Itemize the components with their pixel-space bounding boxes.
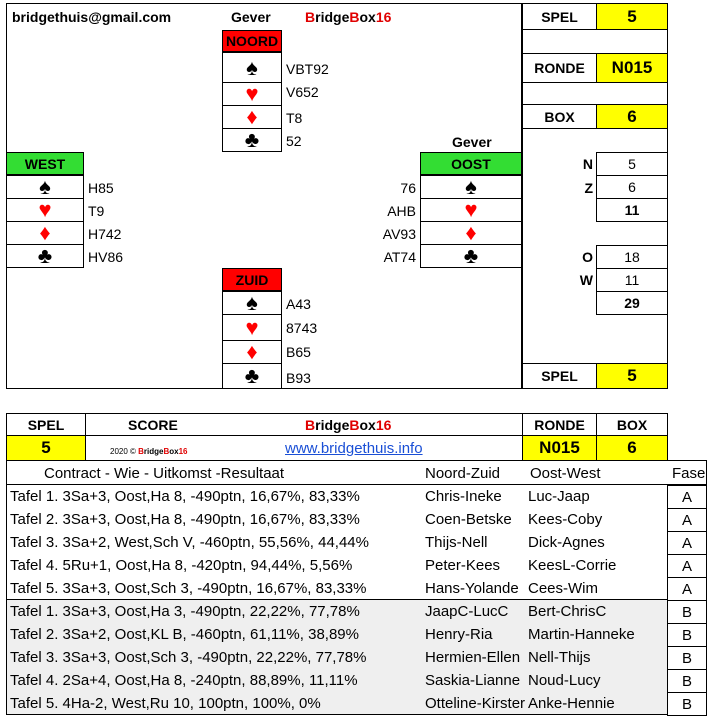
row-nz-pair: Coen-Betske: [425, 511, 512, 528]
south-diamonds: B65: [286, 344, 311, 360]
row-ow-pair: Bert-ChrisC: [528, 603, 607, 620]
z-value: 6: [596, 175, 668, 199]
diamond-icon: ♦: [246, 104, 258, 129]
north-clubs: 52: [286, 133, 302, 149]
ronde-value: N015: [596, 53, 668, 83]
diamond-icon: ♦: [39, 220, 51, 245]
row-nz-pair: Hermien-Ellen: [425, 649, 521, 666]
spel-bottom-label: SPEL: [522, 363, 597, 389]
south-diamond-cell: [222, 340, 282, 364]
row-nz-pair: Saskia-Lianne: [425, 672, 521, 689]
club-icon: ♣: [37, 243, 53, 268]
east-spade-cell: [420, 175, 522, 199]
spel-bottom-value: 5: [596, 363, 668, 389]
brand-logo: BridgeBox16: [305, 9, 392, 25]
row-nz-pair: Peter-Kees: [425, 557, 501, 574]
o-value: 18: [596, 245, 668, 269]
z-label: Z: [584, 180, 593, 196]
east-spades: 76: [400, 180, 416, 196]
row-contract: Tafel 3. 3Sa+2, West,Sch V, -460ptn, 55,56%, 44,44%: [10, 534, 369, 551]
copyright: 2020 © BridgeBox16: [110, 447, 188, 456]
row-contract: Tafel 2. 3Sa+3, Oost,Ha 8, -490ptn, 16,67%, 83,33%: [10, 511, 360, 528]
row-fase: B: [667, 623, 707, 647]
row-contract: Tafel 2. 3Sa+2, Oost,KL B, -460ptn, 61,11%, 38,89%: [10, 626, 359, 643]
row-nz-pair: Chris-Ineke: [425, 488, 502, 505]
row-contract: Tafel 4. 5Ru+1, Oost,Ha 8, -420ptn, 94,44%, 5,56%: [10, 557, 353, 574]
row-ow-pair: Luc-Jaap: [528, 488, 590, 505]
club-icon: ♣: [463, 243, 479, 268]
row-fase: A: [667, 554, 707, 578]
email-address: bridgethuis@gmail.com: [12, 9, 172, 25]
west-heart-cell: [6, 198, 84, 222]
north-label: NOORD: [222, 30, 282, 52]
row-nz-pair: Hans-Yolande: [425, 580, 519, 597]
nz-total: 11: [596, 198, 668, 222]
east-club-cell: [420, 244, 522, 268]
north-heart-cell: [222, 82, 282, 106]
w-label: W: [579, 272, 593, 288]
row-contract: Tafel 1. 3Sa+3, Oost,Ha 3, -490ptn, 22,22%, 77,78%: [10, 603, 360, 620]
west-diamond-cell: [6, 221, 84, 245]
box-label: BOX: [522, 104, 597, 129]
score-box-value: 6: [596, 435, 668, 461]
east-label: OOST: [420, 152, 522, 175]
row-fase: A: [667, 485, 707, 509]
o-label: O: [582, 249, 593, 265]
south-label: ZUID: [222, 268, 282, 291]
row-fase: A: [667, 531, 707, 555]
score-spel-label: SPEL: [6, 413, 86, 436]
row-ow-pair: Martin-Hanneke: [528, 626, 635, 643]
row-ow-pair: Kees-Coby: [528, 511, 603, 528]
east-diamonds: AV93: [382, 226, 416, 242]
west-hearts: T9: [88, 203, 105, 219]
score-label: SCORE: [128, 417, 178, 433]
south-spade-cell: [222, 291, 282, 315]
n-value: 5: [596, 152, 668, 176]
row-fase: B: [667, 692, 707, 716]
club-icon: ♣: [244, 363, 260, 388]
row-fase: A: [667, 577, 707, 601]
diamond-icon: ♦: [465, 220, 477, 245]
north-club-cell: [222, 128, 282, 152]
spade-icon: ♠: [246, 290, 258, 315]
spade-icon: ♠: [465, 174, 477, 199]
score-ronde-label: RONDE: [522, 413, 597, 436]
score-brand-logo: BridgeBox16: [305, 417, 392, 433]
ronde-label: RONDE: [522, 53, 597, 83]
row-ow-pair: Noud-Lucy: [528, 672, 601, 689]
ow-total: 29: [596, 291, 668, 315]
spade-icon: ♠: [246, 54, 258, 80]
spel-label: SPEL: [522, 3, 597, 30]
row-ow-pair: Nell-Thijs: [528, 649, 591, 666]
score-ronde-value: N015: [522, 435, 597, 461]
row-fase: B: [667, 669, 707, 693]
row-nz-pair: Thijs-Nell: [425, 534, 488, 551]
west-club-cell: [6, 244, 84, 268]
col-fase: Fase: [672, 465, 706, 482]
heart-icon: ♥: [464, 197, 478, 222]
east-clubs: AT74: [383, 249, 416, 265]
east-heart-cell: [420, 198, 522, 222]
n-label: N: [582, 156, 593, 172]
row-contract: Tafel 4. 2Sa+4, Oost,Ha 8, -240ptn, 88,89%, 11,11%: [10, 672, 358, 689]
north-diamonds: T8: [286, 110, 303, 126]
row-nz-pair: Otteline-Kirster: [425, 695, 525, 712]
north-spade-cell: [222, 52, 282, 83]
heart-icon: ♥: [38, 197, 52, 222]
row-contract: Tafel 3. 3Sa+3, Oost,Sch 3, -490ptn, 22,22%, 77,78%: [10, 649, 367, 666]
row-nz-pair: JaapC-LucC: [425, 603, 509, 620]
row-contract: Tafel 5. 4Ha-2, West,Ru 10, 100ptn, 100%, 0%: [10, 695, 321, 712]
south-club-cell: [222, 363, 282, 389]
spel-value: 5: [596, 3, 668, 30]
heart-icon: ♥: [245, 314, 259, 340]
row-ow-pair: Anke-Hennie: [528, 695, 615, 712]
row-fase: B: [667, 646, 707, 670]
spade-icon: ♠: [39, 174, 51, 199]
west-spades: H85: [88, 180, 114, 196]
south-spades: A43: [286, 296, 311, 312]
east-dealer-label: Gever: [452, 134, 492, 150]
row-nz-pair: Henry-Ria: [425, 626, 493, 643]
club-icon: ♣: [244, 127, 260, 152]
north-hearts: V652: [286, 84, 319, 100]
diamond-icon: ♦: [246, 339, 258, 364]
west-clubs: HV86: [88, 249, 124, 265]
heart-icon: ♥: [245, 81, 259, 106]
score-box-label: BOX: [596, 413, 668, 436]
row-fase: B: [667, 600, 707, 624]
box-value: 6: [596, 104, 668, 129]
west-spade-cell: [6, 175, 84, 199]
row-contract: Tafel 5. 3Sa+3, Oost,Sch 3, -490ptn, 16,67%, 83,33%: [10, 580, 367, 597]
east-diamond-cell: [420, 221, 522, 245]
west-diamonds: H742: [88, 226, 122, 242]
row-ow-pair: Cees-Wim: [528, 580, 598, 597]
w-value: 11: [596, 268, 668, 292]
row-contract: Tafel 1. 3Sa+3, Oost,Ha 8, -490ptn, 16,67%, 83,33%: [10, 488, 360, 505]
north-diamond-cell: [222, 105, 282, 129]
east-hearts: AHB: [387, 203, 416, 219]
score-spel-value: 5: [6, 435, 86, 461]
col-nz: Noord-Zuid: [425, 465, 501, 482]
south-clubs: B93: [286, 370, 311, 386]
row-ow-pair: KeesL-Corrie: [528, 557, 617, 574]
col-ow: Oost-West: [530, 465, 601, 482]
south-heart-cell: [222, 314, 282, 341]
sidebar-spacer: [522, 82, 668, 105]
west-label: WEST: [6, 152, 84, 175]
north-spades: VBT92: [286, 61, 329, 77]
south-hearts: 8743: [286, 320, 318, 336]
row-ow-pair: Dick-Agnes: [528, 534, 605, 551]
col-contract: Contract - Wie - Uitkomst -Resultaat: [44, 465, 285, 482]
dealer-label: Gever: [231, 9, 271, 25]
sidebar-spacer: [522, 29, 668, 54]
row-fase: A: [667, 508, 707, 532]
website-link[interactable]: www.bridgethuis.info: [285, 440, 423, 457]
